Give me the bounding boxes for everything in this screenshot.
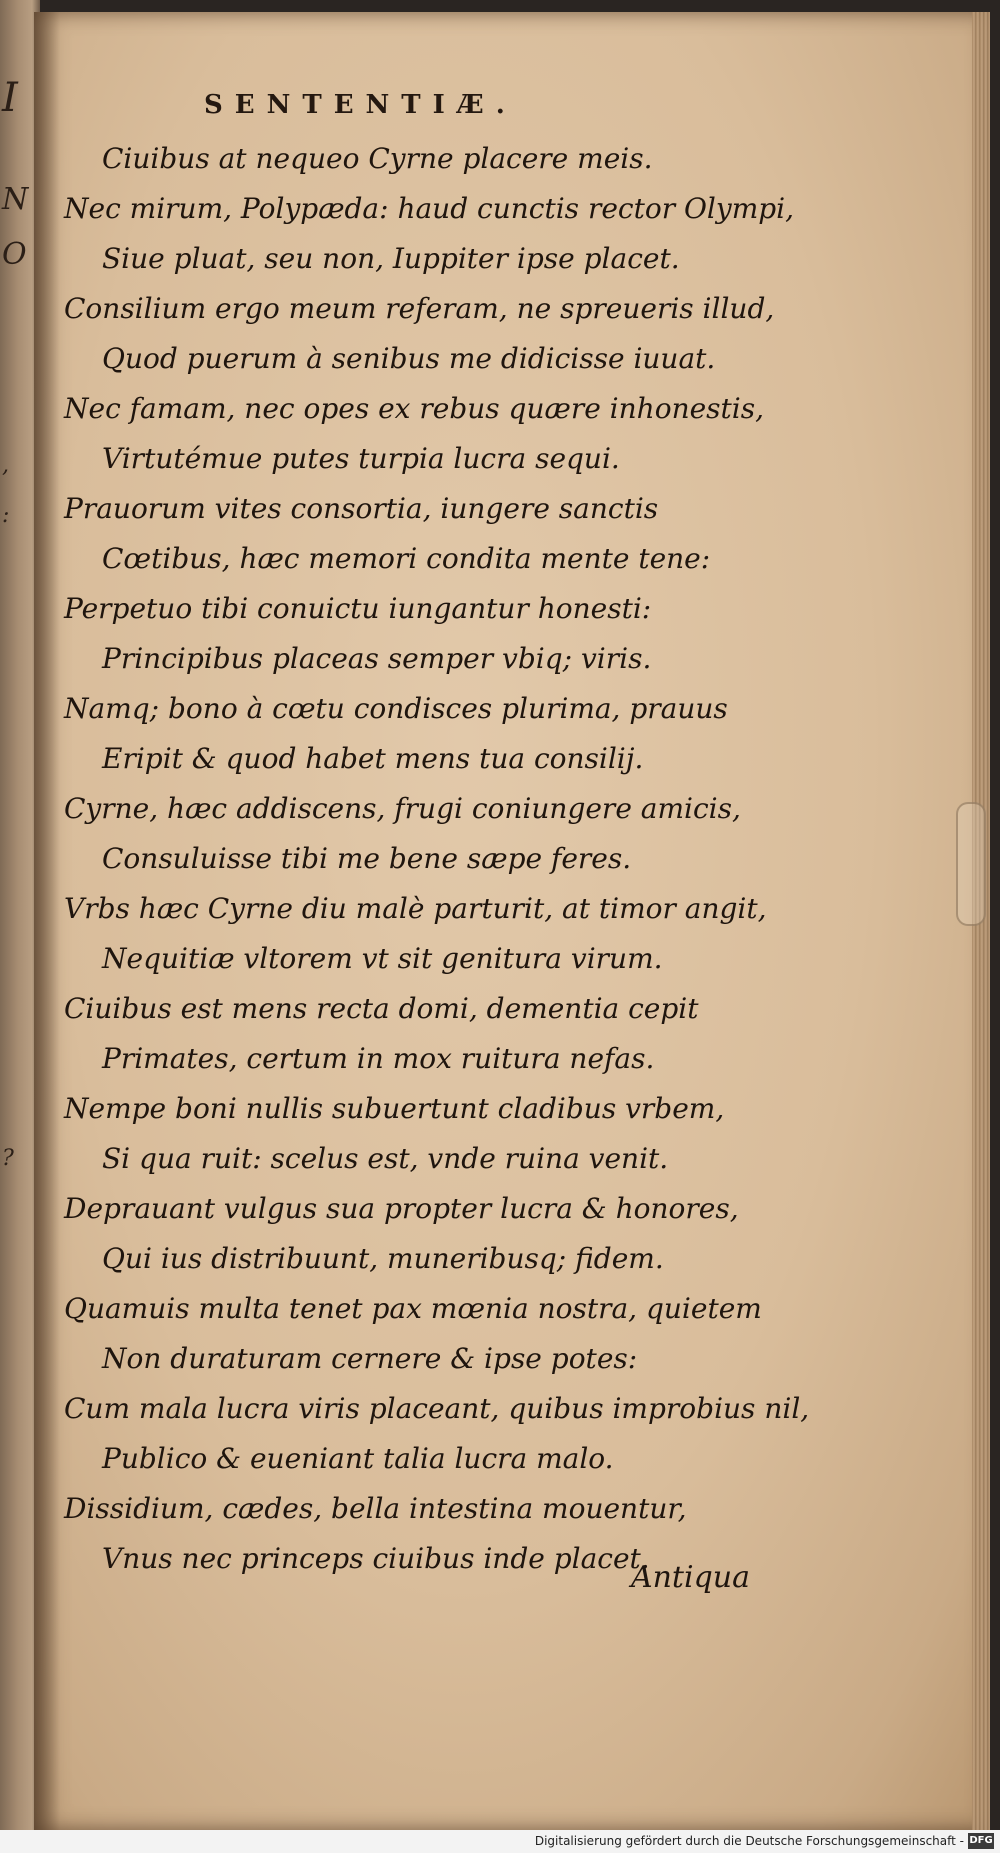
verse-line: Publico & eueniant talia lucra malo. xyxy=(102,1442,614,1475)
left-page-fragment: N xyxy=(2,182,29,217)
verse-line: Cum mala lucra viris placeant, quibus improbius nil, xyxy=(64,1392,810,1425)
verse-line: Namq; bono à cœtu condisces plurima, prauus xyxy=(64,692,728,725)
verse-line: Quamuis multa tenet pax mœnia nostra, quietem xyxy=(64,1292,762,1325)
verse-line: Deprauant vulgus sua propter lucra & honores, xyxy=(64,1192,739,1225)
verse-line: Non duraturam cernere & ipse potes: xyxy=(102,1342,638,1375)
verse-line: Vnus nec princeps ciuibus inde placet. xyxy=(102,1542,650,1575)
left-page-fragment: , xyxy=(2,453,9,478)
verse-line: Nequitiæ vltorem vt sit genitura virum. xyxy=(102,942,663,975)
left-page-fragment: : xyxy=(2,503,10,528)
verse-line: Qui ius distribuunt, muneribusq; fidem. xyxy=(102,1242,664,1275)
verse-line: Virtutémue putes turpia lucra sequi. xyxy=(102,442,620,475)
dfg-logo-icon: DFG xyxy=(968,1833,994,1849)
verse-line: Nec famam, nec opes ex rebus quære inhonestis, xyxy=(64,392,765,425)
verse-line: Eripit & quod habet mens tua consilij. xyxy=(102,742,644,775)
verse-line: Ciuibus at nequeo Cyrne placere meis. xyxy=(102,142,653,175)
verse-line: Ciuibus est mens recta domi, dementia cepit xyxy=(64,992,699,1025)
verse-line: Quod puerum à senibus me didicisse iuuat. xyxy=(102,342,716,375)
footer-credit: Digitalisierung gefördert durch die Deutsche Forschungsgemeinschaft - xyxy=(534,1834,964,1848)
verse-line: Primates, certum in mox ruitura nefas. xyxy=(102,1042,655,1075)
verse-line: Dissidium, cædes, bella intestina mouentur, xyxy=(64,1492,687,1525)
verse-line: Consuluisse tibi me bene sæpe feres. xyxy=(102,842,632,875)
verse-line: Vrbs hæc Cyrne diu malè parturit, at timor angit, xyxy=(64,892,767,925)
left-page-fragment: ? xyxy=(2,1146,14,1171)
catchword: Antiqua xyxy=(630,1560,750,1595)
verse-line: Perpetuo tibi conuictu iungantur honesti: xyxy=(64,592,652,625)
book-page xyxy=(34,12,990,1830)
verse-line: Cœtibus, hæc memori condita mente tene: xyxy=(102,542,711,575)
footer-bar xyxy=(0,1830,1000,1853)
verse-line: Siue pluat, seu non, Iuppiter ipse placet. xyxy=(102,242,680,275)
page-tab-mark xyxy=(956,802,986,926)
verse-list xyxy=(54,134,934,1584)
verse-line: Cyrne, hæc addiscens, frugi coniungere amicis, xyxy=(64,792,741,825)
left-page-fragment: O xyxy=(2,237,27,272)
verse-line: Nec mirum, Polypæda: haud cunctis rector Olympi, xyxy=(64,192,795,225)
left-page-fragment: I xyxy=(2,75,18,121)
verse-line: Principibus placeas semper vbiq; viris. xyxy=(102,642,652,675)
verse-line: Consilium ergo meum referam, ne spreueris illud, xyxy=(64,292,775,325)
verse-line: Prauorum vites consortia, iungere sanctis xyxy=(64,492,659,525)
verse-line: Nempe boni nullis subuertunt cladibus vrbem, xyxy=(64,1092,725,1125)
verse-line: Si qua ruit: scelus est, vnde ruina venit. xyxy=(102,1142,669,1175)
running-head: SENTENTIÆ. xyxy=(204,90,517,120)
